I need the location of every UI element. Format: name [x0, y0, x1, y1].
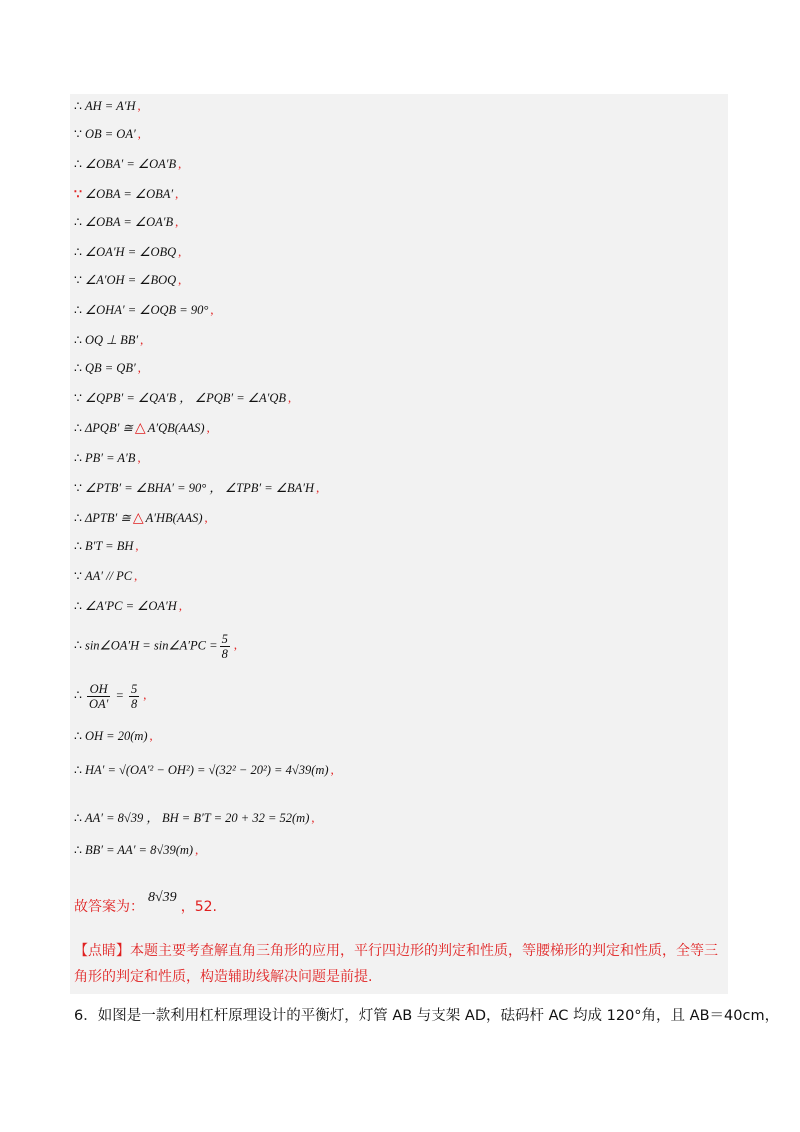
solution-line: [74, 360, 141, 376]
solution-line: [74, 126, 141, 142]
solution-line: [74, 214, 178, 230]
math-expression: OH = 20(m): [84, 729, 148, 743]
line-comma: ,: [178, 245, 182, 259]
logic-symbol: ∴: [74, 539, 82, 553]
solution-line: [74, 302, 213, 318]
solution-line: [74, 480, 319, 496]
logic-symbol: ∵: [74, 481, 82, 495]
line-comma: ,: [233, 638, 237, 653]
line-comma: ,: [149, 729, 153, 743]
line-comma: ,: [288, 391, 292, 405]
solution-line: [74, 728, 153, 744]
answer-prefix: 故答案为：: [74, 899, 144, 915]
math-expression: ∠A′PC = ∠OA′H: [84, 599, 177, 613]
logic-symbol: ∵: [74, 187, 82, 201]
logic-symbol: ∴: [74, 763, 82, 777]
fraction-denominator: OA′: [88, 697, 109, 711]
line-comma: ,: [175, 187, 179, 201]
math-expression: ∠OBA = ∠OBA′: [84, 187, 174, 201]
solution-line: [74, 682, 146, 711]
solution-line: [74, 420, 210, 437]
logic-symbol: ∴: [74, 245, 82, 259]
logic-symbol: ∴: [74, 843, 82, 857]
solution-line: [74, 568, 137, 584]
answer-end: .: [212, 899, 217, 915]
fraction-numerator: 5: [131, 682, 138, 696]
line-comma: ,: [143, 688, 147, 703]
math-expression: AA′ // PC: [84, 569, 133, 583]
fraction: [87, 682, 110, 711]
logic-symbol: ∵: [74, 273, 82, 287]
line-comma: ,: [178, 157, 182, 171]
solution-line: [74, 186, 178, 202]
math-expression: B′T = BH: [84, 539, 134, 553]
line-comma: ,: [210, 303, 214, 317]
math-expression: ∠OBA = ∠OA′B: [84, 215, 174, 229]
logic-symbol: ∴: [74, 511, 82, 525]
answer-line: [74, 890, 217, 916]
solution-line: [74, 156, 181, 172]
logic-symbol: ∴: [74, 688, 82, 703]
line-comma: ,: [137, 99, 141, 113]
line-comma: ,: [137, 127, 141, 141]
logic-symbol: ∴: [74, 421, 82, 435]
math-expression: ∠OBA′ = ∠OA′B: [84, 157, 177, 171]
math-expression: ΔPQB′ ≅: [84, 421, 133, 435]
logic-symbol: ∴: [74, 157, 82, 171]
logic-symbol: ∴: [74, 303, 82, 317]
solution-line: [74, 762, 334, 778]
logic-symbol: ∴: [74, 811, 82, 825]
line-comma: ,: [140, 333, 144, 347]
logic-symbol: ∴: [74, 599, 82, 613]
logic-symbol: ∴: [74, 333, 82, 347]
logic-symbol: ∵: [74, 569, 82, 583]
triangle-icon: △: [132, 511, 144, 526]
line-comma: ,: [137, 361, 141, 375]
math-expression: ∠QPB′ = ∠QA′B ， ∠PQB′ = ∠A′QB: [84, 391, 287, 405]
solution-line: [74, 98, 141, 114]
fraction-denominator: 8: [221, 647, 228, 661]
math-expression: BB′ = AA′ = 8√39(m): [84, 843, 194, 857]
math-expression: AA′ = 8√39 ， BH = B′T = 20 + 32 = 52(m): [84, 811, 310, 825]
math-expression: A′QB(AAS): [147, 421, 205, 435]
line-comma: ,: [311, 811, 315, 825]
math-expression: QB = QB′: [84, 361, 136, 375]
line-comma: ,: [204, 511, 208, 525]
solution-line: [74, 332, 143, 348]
solution-line: [74, 538, 139, 554]
line-comma: ,: [137, 451, 141, 465]
comment-paragraph: 【点睛】本题主要考查解直角三角形的应用，平行四边形的判定和性质，等腰梯形的判定和性质，全等三角形的判定和性质，构造辅助线解决问题是前提.: [74, 943, 718, 985]
logic-symbol: ∵: [74, 127, 82, 141]
math-expression: AH = A′H: [84, 99, 136, 113]
solution-line: [74, 632, 237, 661]
solution-line: [74, 510, 208, 527]
math-expression: HA′ = √(OA′² − OH²) = √(32² − 20²) = 4√39(m): [84, 763, 329, 777]
line-comma: ,: [206, 421, 210, 435]
math-expression: sin∠OA′H = sin∠A′PC =: [84, 638, 218, 653]
line-comma: ,: [330, 763, 334, 777]
math-operator: =: [112, 688, 128, 703]
solution-line: [74, 244, 181, 260]
solution-line: [74, 272, 181, 288]
line-comma: ,: [178, 273, 182, 287]
math-expression: ∠OA′H = ∠OBQ: [84, 245, 177, 259]
line-comma: ,: [135, 539, 139, 553]
line-comma: ,: [316, 481, 320, 495]
answer-sep: ，: [180, 899, 195, 915]
solution-line: [74, 842, 198, 858]
triangle-icon: △: [134, 421, 146, 436]
fraction: [220, 632, 230, 661]
line-comma: ,: [175, 215, 179, 229]
math-expression: OB = OA′: [84, 127, 136, 141]
fraction-numerator: OH: [87, 682, 110, 697]
line-comma: ,: [134, 569, 138, 583]
logic-symbol: ∵: [74, 391, 82, 405]
fraction: [129, 682, 139, 711]
logic-symbol: ∴: [74, 451, 82, 465]
line-comma: ,: [195, 843, 199, 857]
question-six: 6．如图是一款利用杠杆原理设计的平衡灯，灯管 AB 与支架 AD，砝码杆 AC 均成 120°角，且 AB＝40cm，: [74, 1008, 780, 1024]
logic-symbol: ∴: [74, 729, 82, 743]
math-expression: ∠PTB′ = ∠BHA′ = 90° ， ∠TPB′ = ∠BA′H: [84, 481, 315, 495]
logic-symbol: ∴: [74, 99, 82, 113]
fraction-numerator: 5: [221, 632, 228, 646]
math-expression: ∠OHA′ = ∠OQB = 90°: [84, 303, 209, 317]
math-expression: PB′ = A′B: [84, 451, 136, 465]
solution-line: [74, 390, 291, 406]
solution-line: [74, 450, 141, 466]
logic-symbol: ∴: [74, 215, 82, 229]
answer-value: 8√39: [148, 890, 177, 905]
math-expression: ΔPTB′ ≅: [84, 511, 131, 525]
math-expression: OQ ⊥ BB′: [84, 333, 139, 347]
answer-value2: 52: [194, 899, 213, 915]
solution-line: [74, 598, 182, 614]
logic-symbol: ∴: [74, 638, 82, 653]
math-expression: A′HB(AAS): [145, 511, 203, 525]
math-expression: ∠A′OH = ∠BOQ: [84, 273, 177, 287]
logic-symbol: ∴: [74, 361, 82, 375]
solution-line: [74, 810, 314, 826]
line-comma: ,: [178, 599, 182, 613]
fraction-denominator: 8: [131, 697, 138, 711]
